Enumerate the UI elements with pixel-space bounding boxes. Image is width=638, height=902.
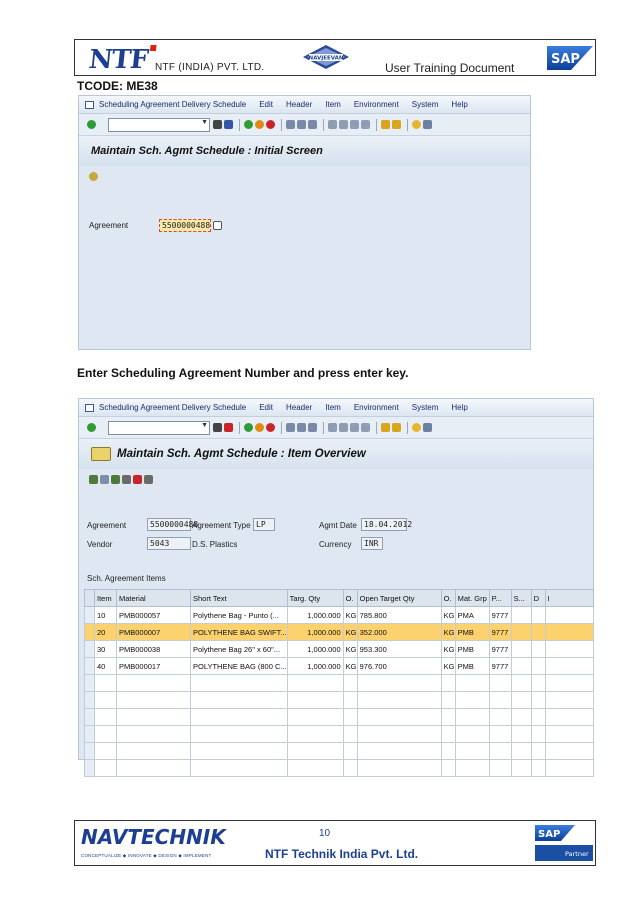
col-plant[interactable]: P... <box>489 590 511 607</box>
svg-text:Partner: Partner <box>565 850 589 858</box>
sap-initial-screen <box>78 95 531 350</box>
vendor-name: D.S. Plastics <box>192 540 238 549</box>
row-selector[interactable] <box>85 675 95 692</box>
empty-cell <box>531 641 545 658</box>
page-footer <box>74 820 596 866</box>
table-row[interactable] <box>85 658 594 675</box>
currency-label: Currency <box>319 540 352 549</box>
empty-row[interactable] <box>85 692 594 709</box>
open-qty-cell: 976.700 <box>357 658 441 675</box>
unit-cell: KG <box>343 641 357 658</box>
col-targ-qty[interactable]: Targ. Qty <box>287 590 343 607</box>
material-cell[interactable]: PMB000017 <box>117 658 191 675</box>
agreement-type-field: LP <box>253 518 275 531</box>
page-number: 10 <box>319 828 331 839</box>
targ-qty-cell[interactable]: 1,000.000 <box>287 641 343 658</box>
col-material[interactable]: Material <box>117 590 191 607</box>
previous-page-icon[interactable] <box>339 423 348 432</box>
navjeevan-logo <box>301 43 351 73</box>
items-section-label: Sch. Agreement Items <box>87 574 166 583</box>
plant-cell: 9777 <box>489 607 511 624</box>
empty-row[interactable] <box>85 726 594 743</box>
empty-cell <box>511 607 531 624</box>
row-selector[interactable] <box>85 760 95 777</box>
item-cell: 30 <box>95 641 117 658</box>
mat-grp-cell: PMB <box>455 658 489 675</box>
menu-item[interactable]: Item <box>325 403 341 412</box>
find-next-icon[interactable] <box>308 423 317 432</box>
find-next-icon[interactable] <box>308 120 317 129</box>
open-qty-cell: 953.300 <box>357 641 441 658</box>
col-order-unit-2[interactable]: O. <box>441 590 455 607</box>
items-table <box>84 589 594 777</box>
plant-cell: 9777 <box>489 624 511 641</box>
vendor-label: Vendor <box>87 540 113 549</box>
command-field[interactable] <box>108 118 210 132</box>
material-cell[interactable]: PMB000057 <box>117 607 191 624</box>
short-text-cell[interactable]: POLYTHENE BAG SWIFT... <box>191 624 288 641</box>
conditions-icon[interactable] <box>111 475 120 484</box>
col-i[interactable]: I <box>545 590 593 607</box>
short-text-cell[interactable]: POLYTHENE BAG (800 C... <box>191 658 288 675</box>
instruction-text: Enter Scheduling Agreement Number and press enter key. <box>77 366 409 380</box>
mat-grp-cell: PMA <box>455 607 489 624</box>
application-toolbar <box>79 469 593 489</box>
document-icon[interactable] <box>144 475 153 484</box>
enter-check-icon[interactable] <box>87 120 96 129</box>
first-page-icon[interactable] <box>328 423 337 432</box>
menu-item[interactable]: Item <box>325 100 341 109</box>
layout-icon[interactable] <box>423 120 432 129</box>
previous-page-icon[interactable] <box>339 120 348 129</box>
first-page-icon[interactable] <box>328 120 337 129</box>
empty-cell <box>545 624 593 641</box>
currency-field: INR <box>361 537 383 550</box>
menu-icon <box>85 404 94 412</box>
find-icon[interactable] <box>297 120 306 129</box>
menu-scheduling-agreement[interactable]: Scheduling Agreement Delivery Schedule <box>85 100 246 109</box>
empty-row[interactable] <box>85 743 594 760</box>
display-change-icon[interactable] <box>91 447 111 461</box>
mat-grp-cell: PMB <box>455 641 489 658</box>
sap-logo <box>547 46 593 70</box>
table-header-row <box>85 590 594 607</box>
material-cell[interactable]: PMB000007 <box>117 624 191 641</box>
back-icon[interactable] <box>244 423 253 432</box>
command-field[interactable] <box>108 421 210 435</box>
col-mat-grp[interactable]: Mat. Grp <box>455 590 489 607</box>
standard-toolbar <box>79 417 593 439</box>
plant-cell: 9777 <box>489 641 511 658</box>
agmt-date-field: 18.04.2012 <box>361 518 407 531</box>
unit-cell: KG <box>343 658 357 675</box>
row-selector[interactable] <box>85 726 95 743</box>
row-selector[interactable] <box>85 641 95 658</box>
col-short-text[interactable]: Short Text <box>191 590 288 607</box>
page-header <box>74 39 596 76</box>
print-icon[interactable] <box>286 423 295 432</box>
mat-grp-cell: PMB <box>455 624 489 641</box>
menu-header[interactable]: Header <box>286 100 313 109</box>
vendor-field: 5043 <box>147 537 191 550</box>
agreement-field: 5500000488 <box>147 518 191 531</box>
back-icon[interactable] <box>244 120 253 129</box>
targ-qty-cell[interactable]: 1,000.000 <box>287 658 343 675</box>
item-cell: 40 <box>95 658 117 675</box>
short-text-cell[interactable]: Polythene Bag 26" x 60"... <box>191 641 288 658</box>
svg-text:NAVJEEVAN: NAVJEEVAN <box>308 55 344 62</box>
empty-cell <box>545 641 593 658</box>
menu-system[interactable]: System <box>411 403 439 412</box>
matchcode-icon[interactable] <box>213 221 222 230</box>
save-icon[interactable] <box>224 120 233 129</box>
shortcut-icon[interactable] <box>392 423 401 432</box>
menu-environment[interactable]: Environment <box>353 403 399 412</box>
empty-row[interactable] <box>85 760 594 777</box>
unit-cell: KG <box>441 624 455 641</box>
unit-cell: KG <box>441 607 455 624</box>
menu-help[interactable]: Help <box>451 403 468 412</box>
menu-edit[interactable]: Edit <box>259 403 273 412</box>
screen-title: Maintain Sch. Agmt Schedule : Initial Screen <box>79 136 530 166</box>
row-selector[interactable] <box>85 692 95 709</box>
empty-cell <box>531 624 545 641</box>
item-details-icon[interactable] <box>100 475 109 484</box>
svg-text:SAP: SAP <box>538 829 561 840</box>
empty-cell <box>545 658 593 675</box>
sap-partner-logo <box>535 825 593 863</box>
unit-cell: KG <box>441 641 455 658</box>
material-cell[interactable]: PMB000038 <box>117 641 191 658</box>
next-page-icon[interactable] <box>350 423 359 432</box>
agreement-type-label: Agreement Type <box>192 521 251 530</box>
col-d[interactable]: D <box>531 590 545 607</box>
empty-cell <box>531 607 545 624</box>
menu-help[interactable]: Help <box>451 100 468 109</box>
print-icon[interactable] <box>286 120 295 129</box>
cancel-icon[interactable] <box>266 423 275 432</box>
empty-cell <box>511 658 531 675</box>
shortcut-icon[interactable] <box>392 120 401 129</box>
empty-cell <box>545 607 593 624</box>
back-arrow-icon[interactable] <box>213 423 222 432</box>
agreement-label: Agreement <box>87 521 127 530</box>
row-selector[interactable] <box>85 709 95 726</box>
agmt-date-label: Agmt Date <box>319 521 357 530</box>
company-name: NTF (INDIA) PVT. LTD. <box>155 62 265 73</box>
targ-qty-cell[interactable]: 1,000.000 <box>287 607 343 624</box>
row-selector[interactable] <box>85 743 95 760</box>
menu-system[interactable]: System <box>411 100 439 109</box>
col-storage[interactable]: S... <box>511 590 531 607</box>
menu-environment[interactable]: Environment <box>353 100 399 109</box>
help-icon[interactable] <box>412 423 421 432</box>
unit-cell: KG <box>441 658 455 675</box>
standard-toolbar <box>79 114 530 136</box>
item-cell: 20 <box>95 624 117 641</box>
layout-icon[interactable] <box>423 423 432 432</box>
open-qty-cell: 352.000 <box>357 624 441 641</box>
menu-bar <box>79 96 530 114</box>
menu-header[interactable]: Header <box>286 403 313 412</box>
unit-cell: KG <box>343 624 357 641</box>
ntf-logo: NTF <box>87 45 156 75</box>
enter-check-icon[interactable] <box>87 423 96 432</box>
tcode-label: TCODE: ME38 <box>77 79 158 93</box>
menu-scheduling-agreement[interactable]: Scheduling Agreement Delivery Schedule <box>85 403 246 412</box>
header-details-icon[interactable] <box>89 475 98 484</box>
menu-bar <box>79 399 593 417</box>
empty-row[interactable] <box>85 675 594 692</box>
menu-icon <box>85 101 94 109</box>
cancel-icon[interactable] <box>266 120 275 129</box>
org-data-icon[interactable] <box>89 172 98 181</box>
agreement-label: Agreement <box>89 221 129 230</box>
back-arrow-icon[interactable] <box>213 120 222 129</box>
exit-icon[interactable] <box>255 423 264 432</box>
footer-company: NTF Technik India Pvt. Ltd. <box>265 847 419 861</box>
unit-cell: KG <box>343 607 357 624</box>
open-qty-cell: 785.800 <box>357 607 441 624</box>
last-page-icon[interactable] <box>361 423 370 432</box>
save-icon[interactable] <box>224 423 233 432</box>
targ-qty-cell[interactable]: 1,000.000 <box>287 624 343 641</box>
exit-icon[interactable] <box>255 120 264 129</box>
table-row[interactable] <box>85 607 594 624</box>
empty-cell <box>531 658 545 675</box>
col-order-unit[interactable]: O. <box>343 590 357 607</box>
row-selector[interactable] <box>85 624 95 641</box>
col-item[interactable]: Item <box>95 590 117 607</box>
new-session-icon[interactable] <box>381 423 390 432</box>
texts-icon[interactable] <box>122 475 131 484</box>
plant-cell: 9777 <box>489 658 511 675</box>
empty-cell <box>511 641 531 658</box>
short-text-cell[interactable]: Polythene Bag - Punto (... <box>191 607 288 624</box>
screen-title: Maintain Sch. Agmt Schedule : Item Overview <box>117 448 366 460</box>
new-session-icon[interactable] <box>381 120 390 129</box>
empty-row[interactable] <box>85 709 594 726</box>
row-selector[interactable] <box>85 658 95 675</box>
last-page-icon[interactable] <box>361 120 370 129</box>
navtechnik-logo: NAVTECHNIK <box>81 825 226 849</box>
next-page-icon[interactable] <box>350 120 359 129</box>
delivery-schedule-icon[interactable] <box>133 475 142 484</box>
agreement-input[interactable]: 5500000488 <box>159 219 211 232</box>
select-column-header[interactable] <box>85 590 95 607</box>
document-title: User Training Document <box>385 61 515 75</box>
find-icon[interactable] <box>297 423 306 432</box>
table-row-selected[interactable] <box>85 624 594 641</box>
empty-cell <box>511 624 531 641</box>
screen-title-bar <box>79 439 593 469</box>
menu-edit[interactable]: Edit <box>259 100 273 109</box>
svg-text:SAP: SAP <box>551 52 580 67</box>
col-open-target-qty[interactable]: Open Target Qty <box>357 590 441 607</box>
application-toolbar <box>79 166 530 186</box>
help-icon[interactable] <box>412 120 421 129</box>
row-selector[interactable] <box>85 607 95 624</box>
navtechnik-tagline: CONCEPTUALIZE ◆ INNOVATE ◆ DESIGN ◆ IMPLEMENT <box>81 853 212 858</box>
table-row[interactable] <box>85 641 594 658</box>
item-cell: 10 <box>95 607 117 624</box>
